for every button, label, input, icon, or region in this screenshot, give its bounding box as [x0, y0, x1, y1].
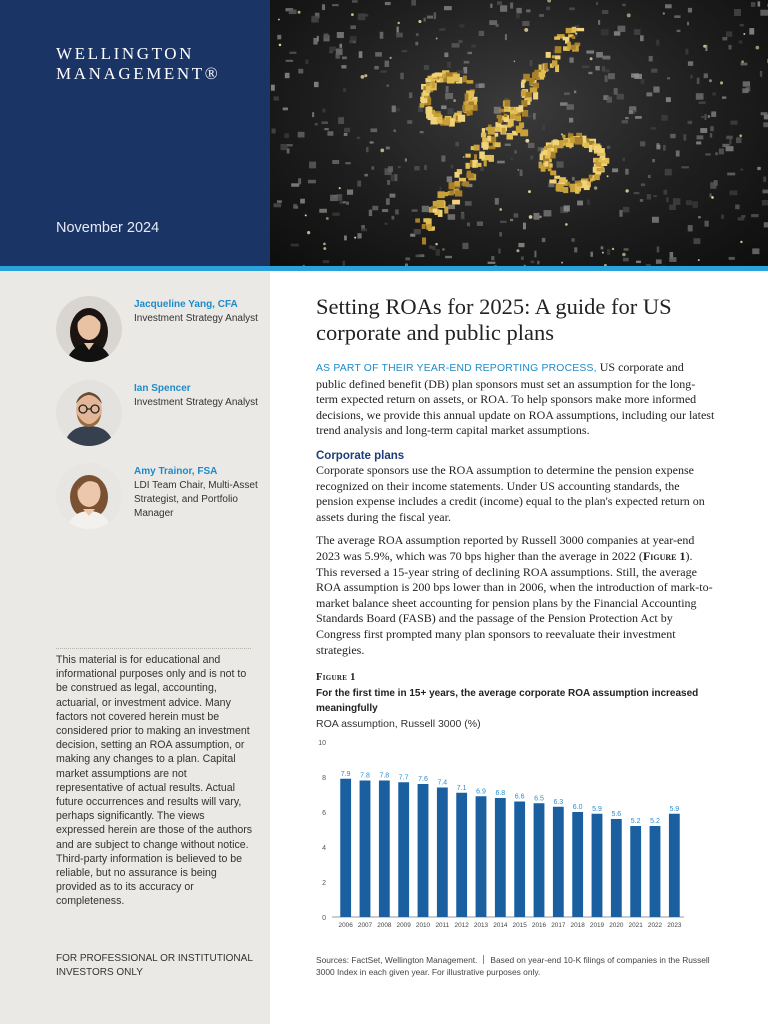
bar-2022	[650, 826, 661, 917]
data-label: 7.4	[437, 779, 448, 787]
data-label: 7.8	[379, 772, 390, 780]
bar-2015	[514, 802, 525, 918]
bar-2008	[379, 781, 390, 918]
x-tick-label: 2010	[415, 922, 431, 929]
sidebar	[0, 271, 270, 1024]
x-tick-label: 2023	[667, 922, 682, 929]
figure-label: Figure 1	[316, 672, 356, 684]
paragraph-2	[316, 533, 716, 658]
author-photo-jacqueline-yang	[56, 296, 122, 362]
professional-investors-notice: FOR PROFESSIONAL OR INSTITUTIONAL INVESTORS ONLY	[56, 953, 253, 978]
x-tick-label: 2006	[338, 922, 353, 929]
figure-sources	[316, 954, 716, 978]
author-info	[134, 298, 274, 326]
logo-line-2: MANAGEMENT®	[56, 64, 221, 83]
data-label: 7.7	[398, 774, 409, 782]
x-tick-label: 2018	[570, 922, 585, 929]
y-tick-label: 0	[322, 915, 326, 922]
data-label: 6.0	[572, 804, 583, 811]
y-tick-label: 10	[318, 740, 326, 747]
sources-separator	[483, 955, 484, 964]
bar-2014	[495, 798, 506, 917]
bar-2019	[592, 814, 603, 917]
bar-2012	[456, 793, 467, 917]
author-info	[134, 465, 274, 521]
data-label: 5.6	[611, 811, 622, 818]
author-photo-amy-trainor	[56, 463, 122, 529]
data-label: 6.3	[553, 798, 564, 806]
disclaimer-text: This material is for educational and informational purposes only and is not to be construed as legal, accounting, actuarial, or investment advice. Many factors not covered herein must be considered prior to making an investment decision, setting an ROA assumption, or making any changes to a plan. Capital market assumptions are not representative of actual results. Actual future occurrences and results will vary, perhaps significantly. The views expressed herein are those of the authors and are subject to change without notice. Third-party information is believed to be reliable, but no assurance is being provided as to its accuracy or completeness.	[56, 654, 253, 908]
y-tick-label: 8	[322, 775, 326, 782]
y-tick-label: 6	[322, 810, 326, 817]
x-tick-label: 2012	[454, 922, 469, 929]
paragraph-1: Corporate sponsors use the ROA assumption to determine the pension expense recognized on their income statements. Under US accounting standards, the pension expense includes a credit (income) equal to the plan's expected return on assets during the fiscal year.	[316, 462, 705, 524]
data-label: 7.6	[418, 776, 428, 783]
bar-2013	[476, 796, 487, 917]
author-role: Investment Strategy Analyst	[134, 397, 258, 408]
bar-2017	[553, 807, 564, 917]
x-tick-label: 2011	[435, 922, 450, 929]
y-tick-label: 2	[322, 880, 326, 887]
data-label: 5.2	[630, 818, 641, 825]
sidebar-divider	[56, 648, 251, 649]
logo-line-1: WELLINGTON	[56, 44, 195, 63]
x-tick-label: 2014	[493, 922, 508, 929]
header-photo-percent-symbols	[270, 0, 768, 268]
paragraph-2-part-b: ). This reversed a 15-year string of declining ROA assumptions. Still, the average ROA assumption is 200 bps lower than in 2006, when the introduction of mark-to-market balance sheet accounting for pension plans by the Financial Accounting Standards Board (FASB) and the passage of the Pension Protection Act by Congress first prompted many plan sponsors to reevaluate their investment strategies.	[316, 548, 713, 657]
author-name: Ian Spencer	[134, 383, 191, 394]
wellington-logo	[56, 44, 220, 84]
article-title: Setting ROAs for 2025: A guide for US corporate and public plans	[316, 294, 672, 345]
x-tick-label: 2019	[589, 922, 605, 929]
header-banner	[0, 0, 270, 268]
data-label: 7.8	[360, 772, 370, 780]
x-tick-label: 2015	[512, 922, 527, 929]
lead-caps: AS PART OF THEIR YEAR-END REPORTING PROCESS,	[316, 363, 597, 374]
data-label: 6.5	[534, 795, 544, 803]
bar-2006	[340, 779, 351, 917]
x-tick-label: 2013	[473, 922, 489, 929]
x-tick-label: 2007	[357, 922, 373, 929]
bar-2020	[611, 819, 622, 917]
bar-2009	[398, 782, 409, 917]
bar-2016	[534, 803, 545, 917]
sources-text: Sources: FactSet, Wellington Management.	[316, 955, 478, 965]
author-name: Amy Trainor, FSA	[134, 466, 218, 477]
data-label: 6.8	[495, 790, 506, 797]
paragraph-2-part-a: The average ROA assumption reported by Russell 3000 companies at year-end 2023 was 5.9%, which was 70 bps higher than the average in 2022 (	[316, 533, 695, 563]
article-lead	[316, 360, 716, 439]
author-name: Jacqueline Yang, CFA	[134, 299, 238, 310]
section-heading: Corporate plans	[316, 449, 405, 462]
data-label: 6.9	[476, 788, 486, 796]
author-role: LDI Team Chair, Multi-Asset Strategist, and Portfolio Manager	[134, 480, 258, 519]
author-info	[134, 382, 274, 410]
x-tick-label: 2008	[377, 922, 392, 929]
bar-2021	[630, 826, 641, 917]
x-tick-label: 2017	[551, 922, 566, 929]
roa-bar-chart	[316, 734, 696, 934]
bar-2007	[360, 781, 371, 918]
data-label: 5.2	[650, 818, 660, 825]
author-role: Investment Strategy Analyst	[134, 313, 258, 324]
figure-reference: Figure 1	[642, 548, 686, 563]
lead-text: US corporate and public defined benefit (DB) plan sponsors must set an assumption for the long-term expected return on assets, or ROA. To help sponsors make more informed decisions, we provide this annual update on ROA assumptions, including our latest trend analysis and long-term capital market assumptions.	[316, 360, 715, 438]
sources-note: Based on year-end 10-K filings of companies in the Russell 3000 Index in each given year. For illustrative purposes only.	[316, 955, 710, 977]
x-tick-label: 2022	[647, 922, 663, 929]
data-label: 7.9	[340, 770, 351, 778]
bar-2018	[572, 812, 583, 917]
figure-title: For the first time in 15+ years, the average corporate ROA assumption increased meaningfully	[316, 688, 699, 715]
data-label: 5.9	[592, 805, 602, 813]
x-tick-label: 2009	[396, 922, 411, 929]
bar-2011	[437, 788, 448, 918]
bar-2010	[418, 784, 429, 917]
data-label: 7.1	[456, 784, 467, 792]
article-body	[316, 294, 716, 730]
bar-2023	[669, 814, 680, 917]
author-photo-ian-spencer	[56, 380, 122, 446]
data-label: 5.9	[669, 805, 680, 813]
x-tick-label: 2020	[609, 922, 624, 929]
figure-axis-title: ROA assumption, Russell 3000 (%)	[316, 718, 481, 731]
x-tick-label: 2016	[531, 922, 547, 929]
x-tick-label: 2021	[628, 922, 643, 929]
report-date: November 2024	[56, 220, 160, 236]
data-label: 6.6	[514, 793, 525, 801]
y-tick-label: 4	[322, 845, 326, 852]
